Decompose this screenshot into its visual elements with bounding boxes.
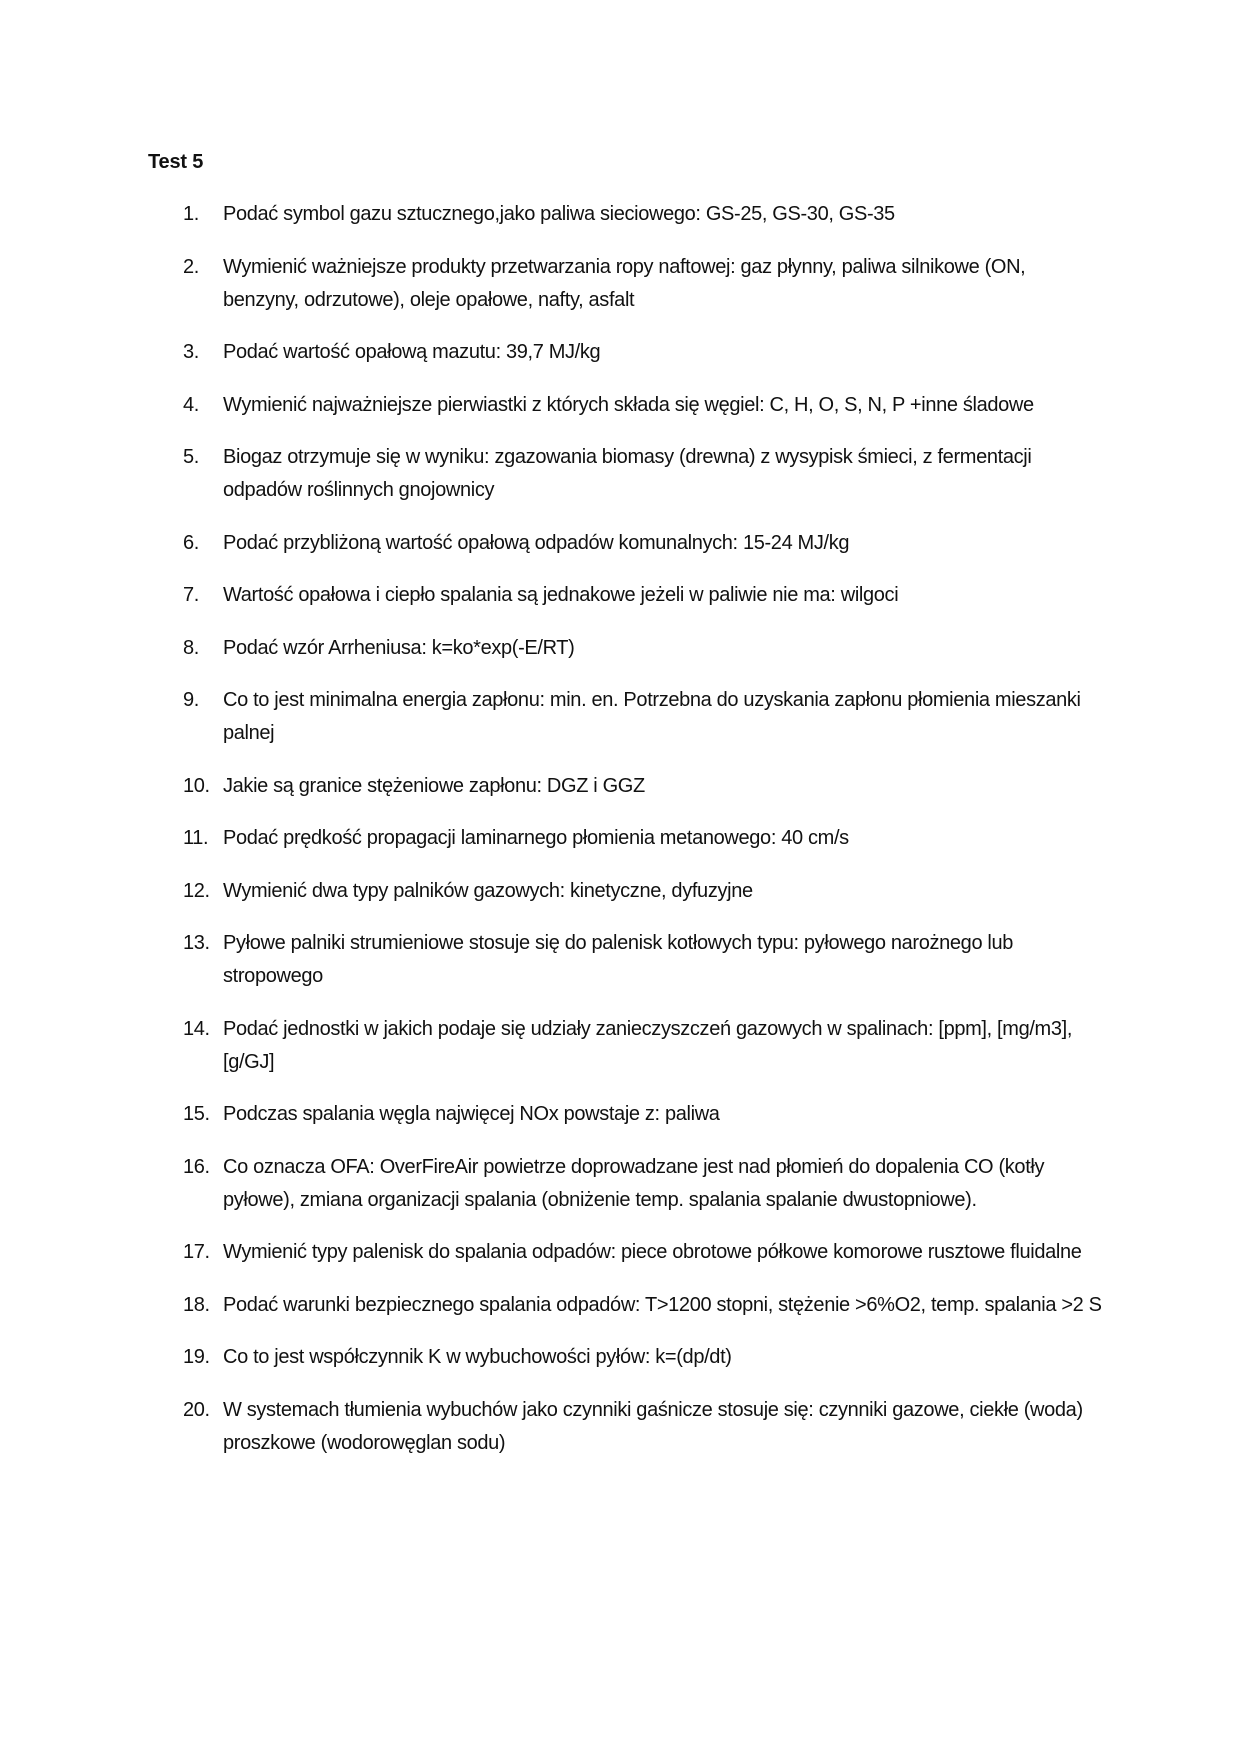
question-text: Podać symbol gazu sztucznego,jako paliwa sieciowego: GS-25, GS-30, GS-35 — [223, 203, 895, 225]
question-text: Co to jest minimalna energia zapłonu: min. en. Potrzebna do uzyskania zapłonu płomienia mieszanki palnej — [223, 689, 1081, 744]
question-item — [183, 527, 1103, 560]
question-text: Biogaz otrzymuje się w wyniku: zgazowania biomasy (drewna) z wysypisk śmieci, z fermentacji odpadów roślinnych gnojownicy — [223, 446, 1032, 501]
question-number: 16. — [183, 1155, 210, 1178]
question-number: 7. — [183, 584, 199, 606]
question-number: 19. — [183, 1346, 210, 1368]
question-text: Podać jednostki w jakich podaje się udziały zanieczyszczeń gazowych w spalinach: [ppm], [mg/m3], [g/GJ] — [223, 1017, 1073, 1073]
question-text: Podać wartość opałową mazutu: 39,7 MJ/kg — [223, 341, 601, 363]
question-text: Podać prędkość propagacji laminarnego płomienia metanowego: 40 cm/s — [223, 827, 849, 849]
question-number: 4. — [183, 393, 199, 416]
question-number: 2. — [183, 255, 199, 278]
question-number: 20. — [183, 1398, 210, 1421]
question-text: Wymienić ważniejsze produkty przetwarzania ropy naftowej: gaz płynny, paliwa silnikowe (ON, benzyny, odrzutowe), oleje opałowe, nafty, asfalt — [223, 255, 1026, 311]
question-text: Podać warunki bezpiecznego spalania odpadów: T>1200 stopni, stężenie >6%O2, temp. spalania >2 S — [223, 1293, 1102, 1316]
question-item — [183, 579, 1103, 612]
question-item — [183, 770, 1103, 803]
question-item — [183, 1098, 1103, 1131]
question-text: Wymienić najważniejsze pierwiastki z których składa się węgiel: C, H, O, S, N, P +inne śladowe — [223, 393, 1034, 416]
question-item — [183, 251, 1103, 317]
question-item — [183, 336, 1103, 369]
question-item — [183, 875, 1103, 908]
question-item — [183, 1341, 1103, 1374]
question-text: Wymienić dwa typy palników gazowych: kinetyczne, dyfuzyjne — [223, 879, 753, 902]
question-number: 14. — [183, 1017, 210, 1040]
question-number: 10. — [183, 774, 210, 797]
question-item — [183, 1013, 1103, 1079]
question-text: Wartość opałowa i ciepło spalania są jednakowe jeżeli w paliwie nie ma: wilgoci — [223, 584, 899, 606]
question-text: Pyłowe palniki strumieniowe stosuje się do palenisk kotłowych typu: pyłowego narożnego lub stropowego — [223, 932, 1014, 987]
question-list — [183, 198, 1103, 1479]
question-number: 15. — [183, 1103, 210, 1125]
question-number: 18. — [183, 1293, 210, 1316]
question-text: Co oznacza OFA: OverFireAir powietrze doprowadzane jest nad płomień do dopalenia CO (kotły pyłowe), zmiana organizacji spalania (obniżenie temp. spalania spalanie dwustopniowe). — [223, 1155, 1045, 1211]
question-item — [183, 632, 1103, 665]
question-number: 9. — [183, 689, 199, 711]
question-number: 13. — [183, 932, 210, 954]
question-text: Podczas spalania węgla najwięcej NOx powstaje z: paliwa — [223, 1103, 720, 1125]
question-item — [183, 389, 1103, 422]
question-item — [183, 822, 1103, 855]
question-number: 12. — [183, 879, 210, 902]
question-text: Podać wzór Arrheniusa: k=ko*exp(-E/RT) — [223, 636, 575, 659]
question-number: 8. — [183, 636, 199, 659]
question-item — [183, 1289, 1103, 1322]
question-item — [183, 1394, 1103, 1460]
question-number: 3. — [183, 341, 199, 363]
question-item — [183, 684, 1103, 750]
document-title: Test 5 — [148, 151, 204, 173]
question-number: 5. — [183, 446, 199, 468]
question-number: 17. — [183, 1241, 210, 1263]
question-number: 6. — [183, 531, 199, 554]
question-text: Wymienić typy palenisk do spalania odpadów: piece obrotowe półkowe komorowe rusztowe fluidalne — [223, 1241, 1082, 1263]
question-number: 11. — [183, 827, 209, 849]
question-text: W systemach tłumienia wybuchów jako czynniki gaśnicze stosuje się: czynniki gazowe, ciekłe (woda) proszkowe (wodorowęglan sodu) — [223, 1398, 1083, 1454]
question-item — [183, 198, 1103, 231]
question-item — [183, 441, 1103, 507]
question-text: Podać przybliżoną wartość opałową odpadów komunalnych: 15-24 MJ/kg — [223, 531, 850, 554]
question-item — [183, 1236, 1103, 1269]
question-text: Jakie są granice stężeniowe zapłonu: DGZ i GGZ — [223, 774, 645, 797]
question-text: Co to jest współczynnik K w wybuchowości pyłów: k=(dp/dt) — [223, 1346, 732, 1368]
question-item — [183, 1151, 1103, 1217]
question-item — [183, 927, 1103, 993]
question-number: 1. — [183, 203, 199, 225]
